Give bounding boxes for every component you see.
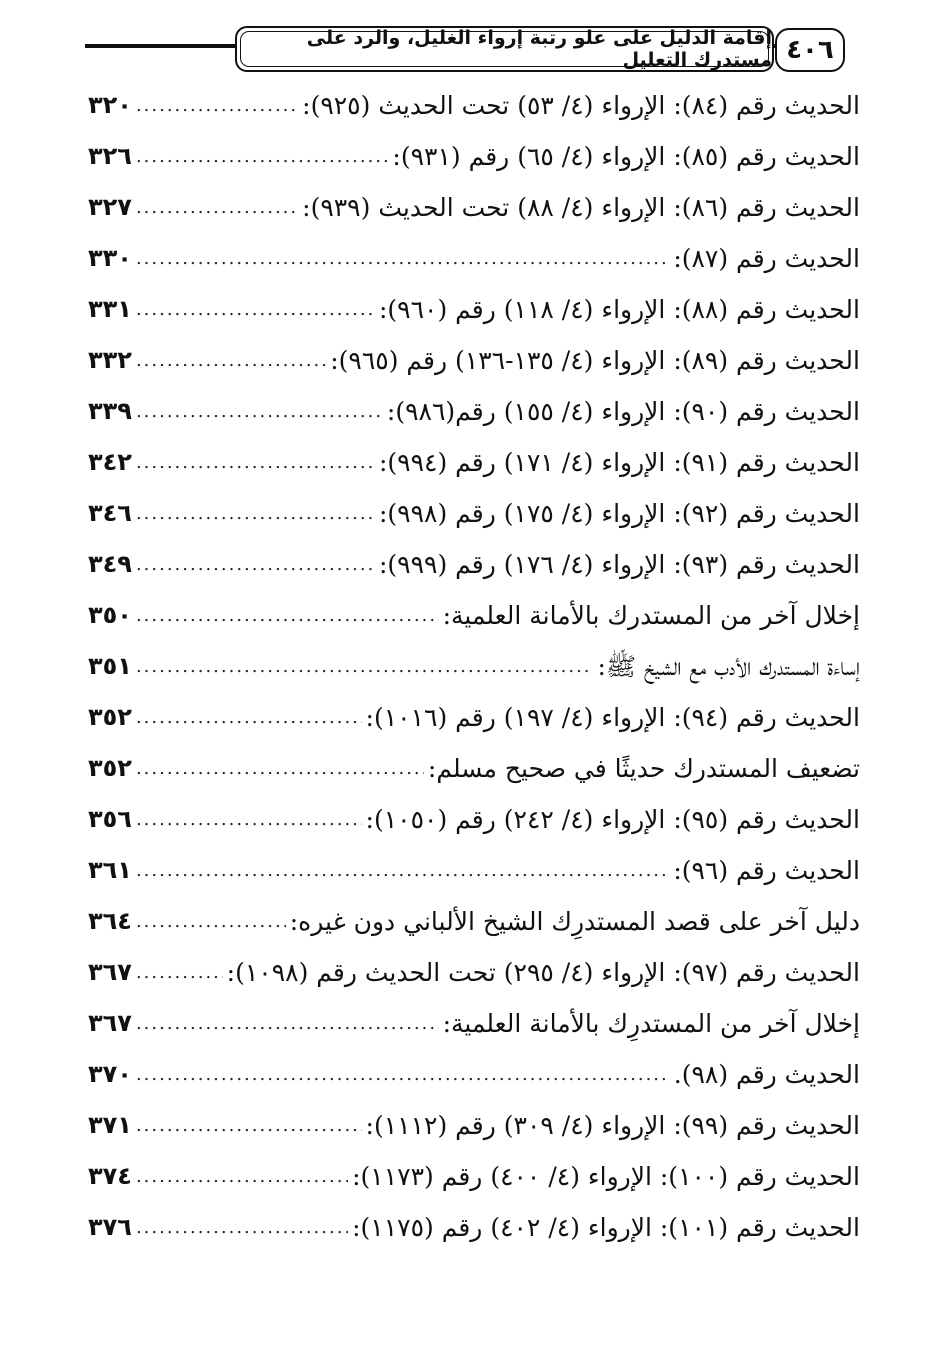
dot-leader xyxy=(136,1151,348,1202)
dot-leader xyxy=(136,794,362,845)
toc-entry-page: ٣٥٠ xyxy=(88,601,132,629)
toc-entry-title: إساءة المستدرك الأدب مع الشيخ ﷺ: xyxy=(597,652,860,681)
dot-leader xyxy=(136,641,593,692)
toc-entry-page: ٣٤٦ xyxy=(88,499,132,527)
toc-entry-title: الحديث رقم (١٠٠): الإرواء (٤/ ٤٠٠) رقم (١١٧٣): xyxy=(352,1162,860,1191)
dot-leader xyxy=(136,539,375,590)
toc-entry xyxy=(88,131,860,182)
toc-entry-page: ٣٥٢ xyxy=(88,754,132,782)
toc-entry xyxy=(88,1100,860,1151)
toc-entry xyxy=(88,437,860,488)
toc-entry-title: الحديث رقم (١٠١): الإرواء (٤/ ٤٠٢) رقم (١١٧٥): xyxy=(352,1213,860,1242)
dot-leader xyxy=(136,131,388,182)
toc-entry-title: إخلال آخر من المستدرك بالأمانة العلمية: xyxy=(442,601,860,630)
toc-entry-page: ٣٢٠ xyxy=(88,91,132,119)
toc-entry-page: ٣٣١ xyxy=(88,295,132,323)
dot-leader xyxy=(136,284,375,335)
toc-entry-page: ٣٣٢ xyxy=(88,346,132,374)
toc-entry-title: الحديث رقم (٩٦): xyxy=(673,856,860,885)
toc-entry-page: ٣٦٤ xyxy=(88,907,132,935)
toc-entry-title: الحديث رقم (٨٤): الإرواء (٤/ ٥٣) تحت الحديث (٩٢٥): xyxy=(302,91,860,120)
toc-entry-page: ٣٧٠ xyxy=(88,1060,132,1088)
toc-entry-page: ٣٦٧ xyxy=(88,1009,132,1037)
toc-entry-title: الحديث رقم (٩١): الإرواء (٤/ ١٧١) رقم (٩٩٤): xyxy=(378,448,860,477)
page-number xyxy=(775,28,845,72)
toc-entry-page: ٣٥١ xyxy=(88,652,132,680)
toc-entry xyxy=(88,386,860,437)
toc-entry xyxy=(88,182,860,233)
toc-entry-page: ٣٥٢ xyxy=(88,703,132,731)
dot-leader xyxy=(136,590,439,641)
toc-entry-title: الحديث رقم (٨٦): الإرواء (٤/ ٨٨) تحت الحديث (٩٣٩): xyxy=(302,193,860,222)
toc-entry-title: دليل آخر على قصد المستدرِك الشيخ الألباني دون غيره: xyxy=(289,907,860,936)
dot-leader xyxy=(136,386,383,437)
page-header xyxy=(85,24,855,74)
toc-entry-title: الحديث رقم (٩٢): الإرواء (٤/ ١٧٥) رقم (٩٩٨): xyxy=(378,499,860,528)
toc-entry xyxy=(88,539,860,590)
toc-entry xyxy=(88,1049,860,1100)
toc-entry-title: الحديث رقم (٩٧): الإرواء (٤/ ٢٩٥) تحت الحديث رقم (١٠٩٨): xyxy=(226,958,860,987)
toc-entry-title: الحديث رقم (٩٨). xyxy=(673,1060,860,1089)
toc-entry-title: الحديث رقم (٨٧): xyxy=(673,244,860,273)
toc-entry-title: الحديث رقم (٨٥): الإرواء (٤/ ٦٥) رقم (٩٣١): xyxy=(392,142,860,171)
dot-leader xyxy=(136,488,375,539)
toc-entry-page: ٣٧٦ xyxy=(88,1213,132,1241)
toc-entry-page: ٣٧٤ xyxy=(88,1162,132,1190)
toc-entry xyxy=(88,947,860,998)
toc-entry xyxy=(88,488,860,539)
running-title xyxy=(235,26,774,72)
toc-entry xyxy=(88,80,860,131)
table-of-contents xyxy=(88,80,860,1253)
toc-entry-title: الحديث رقم (٩٩): الإرواء (٤/ ٣٠٩) رقم (١١١٢): xyxy=(365,1111,860,1140)
toc-entry-title: الحديث رقم (٨٩): الإرواء (٤/ ١٣٥-١٣٦) رقم (٩٦٥): xyxy=(330,346,860,375)
toc-entry-page: ٣٥٦ xyxy=(88,805,132,833)
dot-leader xyxy=(136,845,669,896)
dot-leader xyxy=(136,335,326,386)
toc-entry xyxy=(88,641,860,692)
toc-entry-page: ٣٢٦ xyxy=(88,142,132,170)
dot-leader xyxy=(136,998,439,1049)
toc-entry xyxy=(88,845,860,896)
toc-entry xyxy=(88,998,860,1049)
header-rule-left xyxy=(85,44,235,48)
toc-entry xyxy=(88,1202,860,1253)
toc-entry xyxy=(88,590,860,641)
page-number-text: ٤٠٦ xyxy=(786,35,834,65)
dot-leader xyxy=(136,437,375,488)
toc-entry-title: الحديث رقم (٩٣): الإرواء (٤/ ١٧٦) رقم (٩٩٩): xyxy=(378,550,860,579)
dot-leader xyxy=(136,233,669,284)
toc-entry-title: الحديث رقم (٩٠): الإرواء (٤/ ١٥٥) رقم(٩٨٦): xyxy=(386,397,860,426)
toc-entry-page: ٣٤٩ xyxy=(88,550,132,578)
running-title-frame xyxy=(240,31,769,67)
toc-entry xyxy=(88,284,860,335)
running-title-text: إقامة الدليل على علو رتبة إرواء الغليل، والرد على مستدرك التعليل xyxy=(306,27,772,71)
dot-leader xyxy=(136,1049,670,1100)
toc-entry-page: ٣٣٩ xyxy=(88,397,132,425)
dot-leader xyxy=(136,947,223,998)
toc-entry xyxy=(88,896,860,947)
dot-leader xyxy=(136,80,298,131)
toc-entry-page: ٣٤٢ xyxy=(88,448,132,476)
dot-leader xyxy=(136,1100,362,1151)
toc-entry xyxy=(88,1151,860,1202)
toc-entry-title: تضعيف المستدرك حديثًا في صحيح مسلم: xyxy=(427,754,860,783)
toc-entry xyxy=(88,692,860,743)
toc-entry-title: إخلال آخر من المستدرِك بالأمانة العلمية: xyxy=(442,1009,860,1038)
toc-entry-page: ٣٢٧ xyxy=(88,193,132,221)
toc-entry xyxy=(88,233,860,284)
toc-entry-page: ٣٦٧ xyxy=(88,958,132,986)
toc-entry xyxy=(88,335,860,386)
dot-leader xyxy=(136,1202,348,1253)
toc-entry-title: الحديث رقم (٩٤): الإرواء (٤/ ١٩٧) رقم (١٠١٦): xyxy=(365,703,860,732)
toc-entry xyxy=(88,743,860,794)
toc-entry-page: ٣٦١ xyxy=(88,856,132,884)
dot-leader xyxy=(136,896,286,947)
toc-entry-title: الحديث رقم (٩٥): الإرواء (٤/ ٢٤٢) رقم (١٠٥٠): xyxy=(365,805,860,834)
dot-leader xyxy=(136,182,298,233)
toc-entry-title: الحديث رقم (٨٨): الإرواء (٤/ ١١٨) رقم (٩٦٠): xyxy=(378,295,860,324)
dot-leader xyxy=(136,692,362,743)
toc-entry-page: ٣٧١ xyxy=(88,1111,132,1139)
toc-entry-page: ٣٣٠ xyxy=(88,244,132,272)
toc-entry xyxy=(88,794,860,845)
dot-leader xyxy=(136,743,424,794)
